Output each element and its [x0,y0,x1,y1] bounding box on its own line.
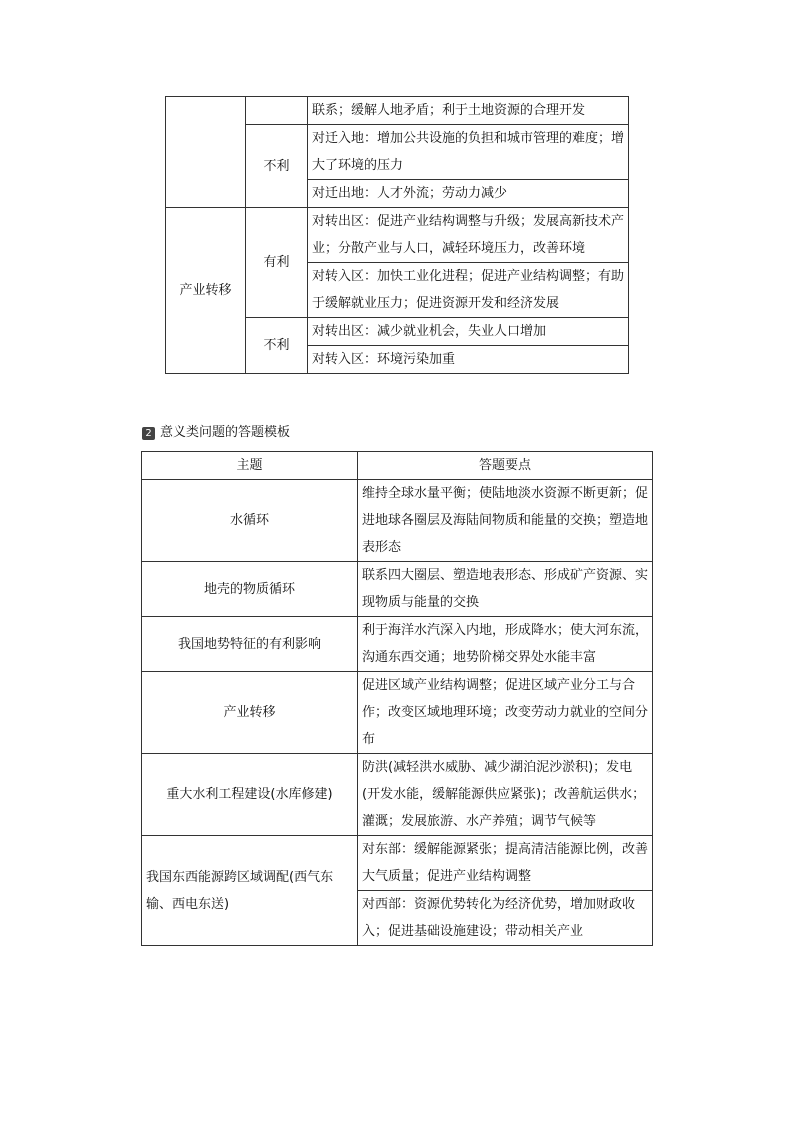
topic-cell: 重大水利工程建设(水库修建) [142,754,358,836]
table-row [142,754,653,836]
table-cell: 对转出区：减少就业机会，失业人口增加 [308,318,629,346]
table-cell [166,97,246,208]
table-cell: 不利 [246,318,308,374]
table-cell: 对转入区：加快工业化进程；促进产业结构调整；有助于缓解就业压力；促进资源开发和经济发展 [308,263,629,318]
section-title: 意义类问题的答题模板 [160,425,291,440]
column-header-topic: 主题 [142,452,358,480]
points-cell: 防洪(减轻洪水威胁、减少湖泊泥沙淤积)；发电(开发水能，缓解能源供应紧张)；改善航运供水；灌溉；发展旅游、水产养殖；调节气候等 [358,754,653,836]
table-row [142,480,653,562]
points-cell: 联系四大圈层、塑造地表形态、形成矿产资源、实现物质与能量的交换 [358,562,653,617]
table-cell: 不利 [246,125,308,208]
points-cell: 对东部：缓解能源紧张；提高清洁能源比例，改善大气质量；促进产业结构调整 [358,836,653,891]
table-cell [246,97,308,125]
table-cell: 有利 [246,208,308,318]
points-cell: 促进区域产业结构调整；促进区域产业分工与合作；改变区域地理环境；改变劳动力就业的空间分布 [358,672,653,754]
table-row [166,97,629,125]
topic-cell: 我国地势特征的有利影响 [142,617,358,672]
table-row [142,672,653,754]
table-header-row [142,452,653,480]
table-row [142,836,653,891]
points-cell: 维持全球水量平衡；使陆地淡水资源不断更新；促进地球各圈层及海陆间物质和能量的交换；塑造地表形态 [358,480,653,562]
topic-cell: 水循环 [142,480,358,562]
table-row [142,562,653,617]
section-heading [142,424,290,442]
migration-industry-impact-table [165,96,629,374]
topic-cell: 产业转移 [142,672,358,754]
table-cell: 对转出区：促进产业结构调整与升级；发展高新技术产业；分散产业与人口，减轻环境压力，改善环境 [308,208,629,263]
table-cell: 联系；缓解人地矛盾；利于土地资源的合理开发 [308,97,629,125]
table-cell: 对转入区：环境污染加重 [308,346,629,374]
points-cell: 利于海洋水汽深入内地，形成降水；使大河东流，沟通东西交通；地势阶梯交界处水能丰富 [358,617,653,672]
points-cell: 对西部：资源优势转化为经济优势，增加财政收入；促进基础设施建设；带动相关产业 [358,891,653,946]
table-cell: 对迁入地：增加公共设施的负担和城市管理的难度；增大了环境的压力 [308,125,629,180]
table-cell: 对迁出地：人才外流；劳动力减少 [308,180,629,208]
significance-answer-template-table [141,451,653,946]
column-header-points: 答题要点 [358,452,653,480]
table-cell: 产业转移 [166,208,246,374]
topic-cell: 地壳的物质循环 [142,562,358,617]
topic-cell: 我国东西能源跨区域调配(西气东输、西电东送) [142,836,358,946]
table-row [142,617,653,672]
section-number-badge: 2 [142,427,155,440]
table-row [166,208,629,263]
